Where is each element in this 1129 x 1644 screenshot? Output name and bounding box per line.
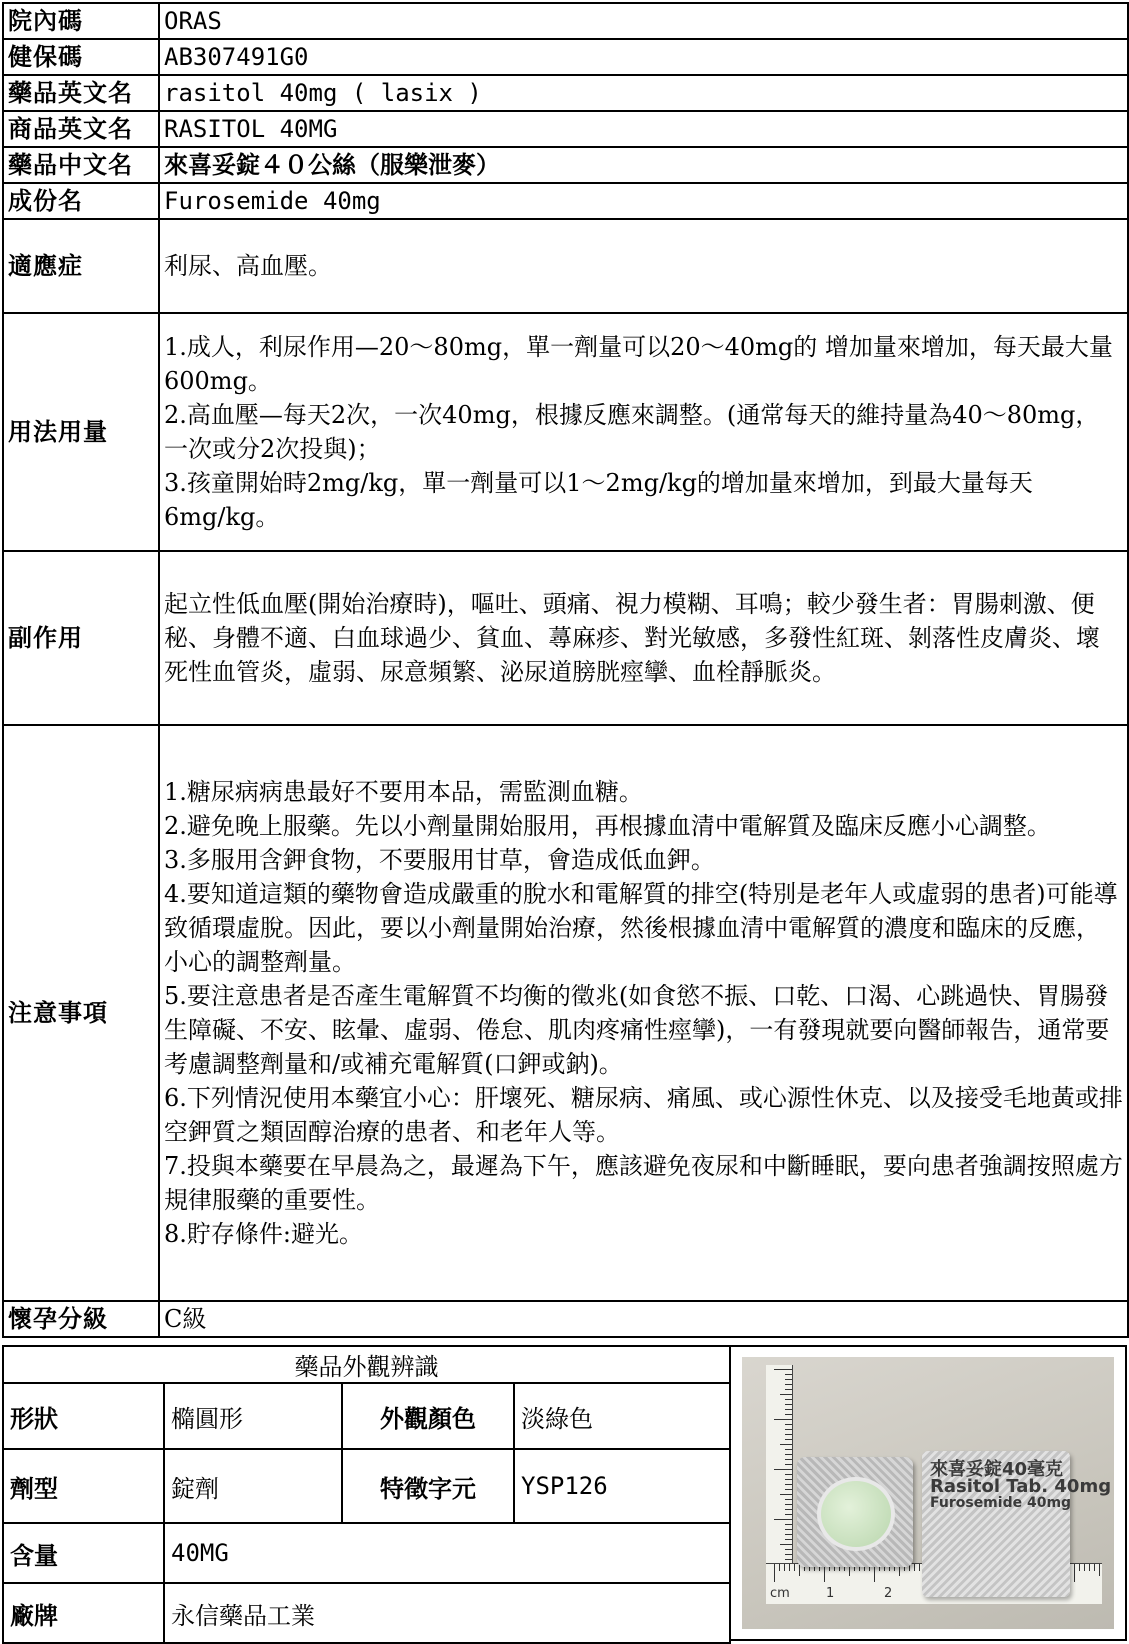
ruler-tick — [785, 1559, 792, 1560]
indication-label: 適應症 — [3, 219, 159, 313]
ruler-tick — [785, 1554, 792, 1555]
ruler-tick — [1089, 1564, 1090, 1571]
ruler-tick — [785, 1499, 792, 1500]
ruler-tick — [785, 1454, 792, 1455]
ruler-tick — [785, 1374, 792, 1375]
side-effects-value: 起立性低血壓(開始治療時)，嘔吐、頭痛、視力模糊、耳鳴；較少發生者：胃腸刺激、便秘、身體不適、白血球過少、貧血、蕁麻疹、對光敏感，多發性紅斑、剝落性皮膚炎、壞死性血管炎，虛弱、尿意頻繁、泌尿道膀胱痙攣、血栓靜脈炎。 — [159, 551, 1128, 725]
row-precautions — [3, 725, 1128, 1301]
hospital-code-value: ORAS — [159, 3, 1128, 39]
precaution-line: 7.投與本藥要在早晨為之，最遲為下午，應該避免夜尿和中斷睡眠，要向患者強調按照處方規律服藥的重要性。 — [164, 1152, 1123, 1214]
ruler-tick — [1079, 1564, 1080, 1571]
ruler-tick — [785, 1549, 792, 1550]
blister-pack — [797, 1457, 913, 1567]
appearance-header-row — [3, 1346, 730, 1383]
ruler-tick — [780, 1394, 792, 1395]
row-nhi-code — [3, 39, 1128, 75]
ruler-tick — [780, 1544, 792, 1545]
color-value: 淡綠色 — [514, 1383, 730, 1449]
row-pregnancy — [3, 1301, 1128, 1337]
ruler-tick — [785, 1464, 792, 1465]
ruler-tick — [785, 1384, 792, 1385]
precaution-line: 3.多服用含鉀食物，不要服用甘草，會造成低血鉀。 — [164, 846, 715, 874]
ruler-tick — [785, 1534, 792, 1535]
ruler-tick — [774, 1469, 792, 1470]
ruler-tick — [785, 1514, 792, 1515]
row-ingredient — [3, 183, 1128, 219]
ruler-tick — [785, 1424, 792, 1425]
ruler-tick — [785, 1524, 792, 1525]
ruler-tick — [789, 1564, 790, 1571]
brand-en-name-label: 商品英文名 — [3, 111, 159, 147]
appearance-row-content — [3, 1523, 730, 1583]
ruler-tick — [785, 1389, 792, 1390]
row-hospital-code — [3, 3, 1128, 39]
precautions-label: 注意事項 — [3, 725, 159, 1301]
form-value: 錠劑 — [164, 1449, 342, 1523]
appearance-header: 藥品外觀辨識 — [3, 1346, 730, 1383]
dosage-line: 3.孩童開始時2mg/kg，單一劑量可以1～2mg/kg的增加量來增加，到最大量每天6mg/kg。 — [164, 469, 1033, 531]
ruler-tick — [785, 1434, 792, 1435]
ruler-tick — [785, 1529, 792, 1530]
ruler-tick — [774, 1519, 792, 1520]
package-text-cn: 來喜妥錠40毫克 — [930, 1459, 1064, 1480]
ruler-tick — [1084, 1564, 1085, 1571]
side-effects-label: 副作用 — [3, 551, 159, 725]
precaution-line: 1.糖尿病病患最好不要用本品，需監測血糖。 — [164, 778, 643, 806]
foil-label — [930, 1461, 1111, 1512]
drug-photo — [742, 1357, 1114, 1629]
ruler-tick — [785, 1509, 792, 1510]
precaution-line: 6.下列情況使用本藥宜小心：肝壞死、糖尿病、痛風、或心源性休克、以及接受毛地黃或排空鉀質之類固醇治療的患者、和老年人等。 — [164, 1084, 1123, 1146]
appearance-row-maker — [3, 1583, 730, 1643]
color-label: 外觀顏色 — [342, 1383, 514, 1449]
brand-en-name-value: RASITOL 40MG — [159, 111, 1128, 147]
ruler-tick — [794, 1564, 795, 1571]
precaution-line: 8.貯存條件:避光。 — [164, 1220, 363, 1248]
ruler-tick — [785, 1539, 792, 1540]
ruler-tick — [780, 1444, 792, 1445]
ruler-tick — [785, 1409, 792, 1410]
form-label: 劑型 — [3, 1449, 164, 1523]
package-text-brand: Rasitol Tab. 40mg — [930, 1476, 1112, 1497]
ruler-tick — [1094, 1564, 1095, 1571]
row-side-effects — [3, 551, 1128, 725]
tablet — [817, 1477, 895, 1551]
nhi-code-value: AB307491G0 — [159, 39, 1128, 75]
row-dosage — [3, 313, 1128, 551]
marking-label: 特徵字元 — [342, 1449, 514, 1523]
precaution-line: 5.要注意患者是否產生電解質不均衡的徵兆(如食慾不振、口乾、口渴、心跳過快、胃腸發生障礙、不安、眩暈、虛弱、倦怠、肌肉疼痛性痙攣)，一有發現就要向醫師報告，通常要考慮調整劑量和/或補充電解質(口鉀或鈉)。 — [164, 982, 1110, 1078]
precaution-line: 2.避免晚上服藥。先以小劑量開始服用，再根據血清中電解質及臨床反應小心調整。 — [164, 812, 1051, 840]
maker-value: 永信藥品工業 — [164, 1583, 730, 1643]
ruler-mark: 1 — [826, 1586, 835, 1601]
row-drug-cn-name — [3, 147, 1128, 183]
precautions-value — [159, 725, 1128, 1301]
content-value: 40MG — [164, 1523, 730, 1583]
ruler-tick — [785, 1429, 792, 1430]
ruler-tick — [785, 1474, 792, 1475]
ruler-tick — [785, 1484, 792, 1485]
dosage-line: 2.高血壓—每天2次，一次40mg，根據反應來調整。(通常每天的維持量為40～80mg，一次或分2次投與)； — [164, 401, 1100, 463]
ruler-tick — [785, 1459, 792, 1460]
shape-label: 形狀 — [3, 1383, 164, 1449]
drug-en-name-label: 藥品英文名 — [3, 75, 159, 111]
ruler-tick — [774, 1564, 775, 1582]
ruler-tick — [774, 1369, 792, 1370]
row-indication — [3, 219, 1128, 313]
ruler-tick — [780, 1494, 792, 1495]
appearance-table — [2, 1345, 731, 1644]
ruler-tick — [785, 1479, 792, 1480]
nhi-code-label: 健保碼 — [3, 39, 159, 75]
ruler-mark: 2 — [884, 1586, 893, 1601]
package-text-ingredient: Furosemide 40mg — [930, 1495, 1072, 1511]
maker-label: 廠牌 — [3, 1583, 164, 1643]
row-brand-en-name — [3, 111, 1128, 147]
ruler-tick — [774, 1419, 792, 1420]
ruler-tick — [785, 1439, 792, 1440]
ruler-tick — [785, 1489, 792, 1490]
indication-value: 利尿、高血壓。 — [159, 219, 1128, 313]
precaution-line: 4.要知道這類的藥物會造成嚴重的脫水和電解質的排空(特別是老年人或虛弱的患者)可能導致循環虛脫。因此，要以小劑量開始治療，然後根據血清中電解質的濃度和臨床的反應，小心的調整劑量。 — [164, 880, 1118, 976]
ruler-tick — [1099, 1564, 1100, 1576]
ruler-tick — [1074, 1564, 1075, 1582]
ruler-tick — [785, 1449, 792, 1450]
ruler-unit: cm — [770, 1586, 790, 1601]
drug-info-table — [2, 2, 1129, 1338]
ruler-tick — [779, 1564, 780, 1571]
ruler-tick — [914, 1564, 915, 1571]
ingredient-label: 成份名 — [3, 183, 159, 219]
ruler-tick — [784, 1564, 785, 1571]
drug-cn-name-label: 藥品中文名 — [3, 147, 159, 183]
content-label: 含量 — [3, 1523, 164, 1583]
ruler-tick — [785, 1414, 792, 1415]
dosage-line: 1.成人，利尿作用—20～80mg，單一劑量可以20～40mg的 增加量來增加，每天最大量600mg。 — [164, 333, 1113, 395]
ruler-tick — [785, 1504, 792, 1505]
row-drug-en-name — [3, 75, 1128, 111]
ruler-tick — [785, 1379, 792, 1380]
dosage-value — [159, 313, 1128, 551]
marking-value: YSP126 — [514, 1449, 730, 1523]
pregnancy-value: C級 — [159, 1301, 1128, 1337]
appearance-row-form — [3, 1449, 730, 1523]
dosage-label: 用法用量 — [3, 313, 159, 551]
drug-en-name-value: rasitol 40mg ( lasix ) — [159, 75, 1128, 111]
ruler-tick — [785, 1399, 792, 1400]
drug-photo-frame — [729, 1345, 1127, 1641]
ruler-tick — [785, 1404, 792, 1405]
hospital-code-label: 院內碼 — [3, 3, 159, 39]
appearance-row-shape — [3, 1383, 730, 1449]
pregnancy-label: 懷孕分級 — [3, 1301, 159, 1337]
ruler-vertical — [766, 1365, 793, 1565]
shape-value: 橢圓形 — [164, 1383, 342, 1449]
ingredient-value: Furosemide 40mg — [159, 183, 1128, 219]
drug-cn-name-value: 來喜妥錠４０公絲（服樂泄麥） — [159, 147, 1128, 183]
foil-package — [922, 1451, 1112, 1597]
ruler-tick — [919, 1564, 920, 1571]
